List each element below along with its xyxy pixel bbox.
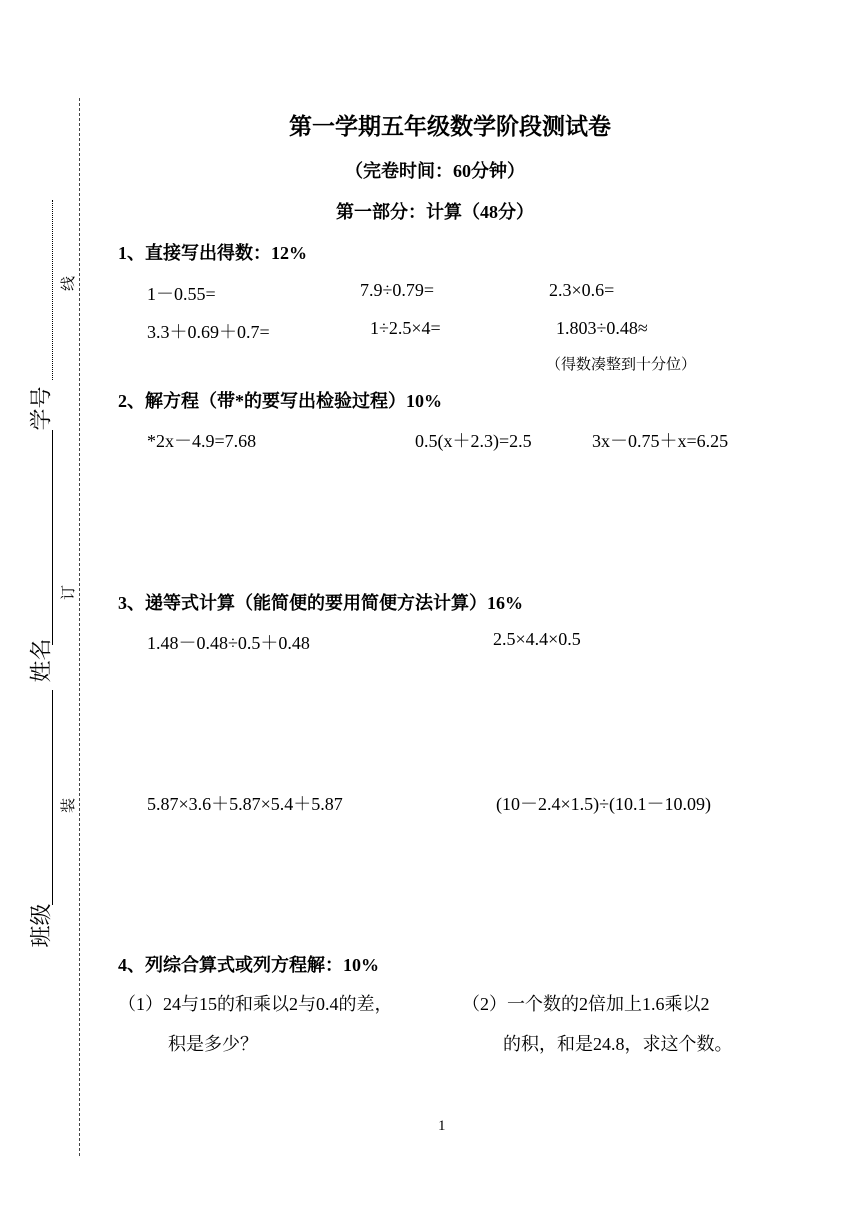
q2-item: 3x－0.75＋x=6.25 <box>592 431 729 451</box>
q3-heading: 3、递等式计算（能简便的要用简便方法计算）16% <box>118 593 523 613</box>
q4-problem-2-line-2: 的积，和是24.8，求这个数。 <box>503 1034 733 1054</box>
student-id-label: 学号 <box>28 386 54 431</box>
name-label: 姓名 <box>28 638 54 683</box>
q2-heading: 2、解方程（带*的要写出检验过程）10% <box>118 391 442 411</box>
q4-problem-1-line-1: （1）24与15的和乘以2与0.4的差， <box>118 994 393 1014</box>
part-heading: 第一部分：计算（48分） <box>336 202 534 222</box>
q1-item: 1－0.55= <box>147 284 216 304</box>
q1-item: 1.803÷0.48≈ <box>556 318 648 338</box>
exam-subtitle: （完卷时间：60分钟） <box>345 161 525 181</box>
class-fill-line[interactable] <box>52 820 53 905</box>
name-fill-line[interactable] <box>52 690 53 820</box>
exam-title: 第一学期五年级数学阶段测试卷 <box>289 114 611 139</box>
q2-item: *2x－4.9=7.68 <box>147 431 257 451</box>
binding-dashed-line <box>79 98 80 1156</box>
q3-item: 5.87×3.6＋5.87×5.4＋5.87 <box>147 794 343 814</box>
q1-item: 2.3×0.6= <box>549 280 615 300</box>
q4-problem-1-line-2: 积是多少？ <box>168 1034 258 1054</box>
q1-heading: 1、直接写出得数：12% <box>118 243 307 263</box>
q1-note: （得数凑整到十分位） <box>546 357 697 373</box>
q4-problem-2-line-1: （2）一个数的2倍加上1.6乘以2 <box>462 994 710 1014</box>
q3-item: (10－2.4×1.5)÷(10.1－10.09) <box>496 794 712 814</box>
page-number: 1 <box>438 1118 446 1134</box>
top-dotted-line <box>52 200 53 380</box>
margin-mark-zhuang: 装 <box>61 797 78 814</box>
class-label: 班级 <box>28 903 54 948</box>
q2-item: 0.5(x＋2.3)=2.5 <box>415 431 532 451</box>
margin-mark-ding: 订 <box>61 584 78 601</box>
q1-item: 1÷2.5×4= <box>370 318 441 338</box>
q3-item: 2.5×4.4×0.5 <box>493 629 581 649</box>
q3-item: 1.48－0.48÷0.5＋0.48 <box>147 633 310 653</box>
margin-mark-xian: 线 <box>61 275 78 292</box>
student-id-fill-line[interactable] <box>52 430 53 645</box>
q1-item: 3.3＋0.69＋0.7= <box>147 322 270 342</box>
q1-item: 7.9÷0.79= <box>360 280 435 300</box>
q4-heading: 4、列综合算式或列方程解：10% <box>118 955 379 975</box>
